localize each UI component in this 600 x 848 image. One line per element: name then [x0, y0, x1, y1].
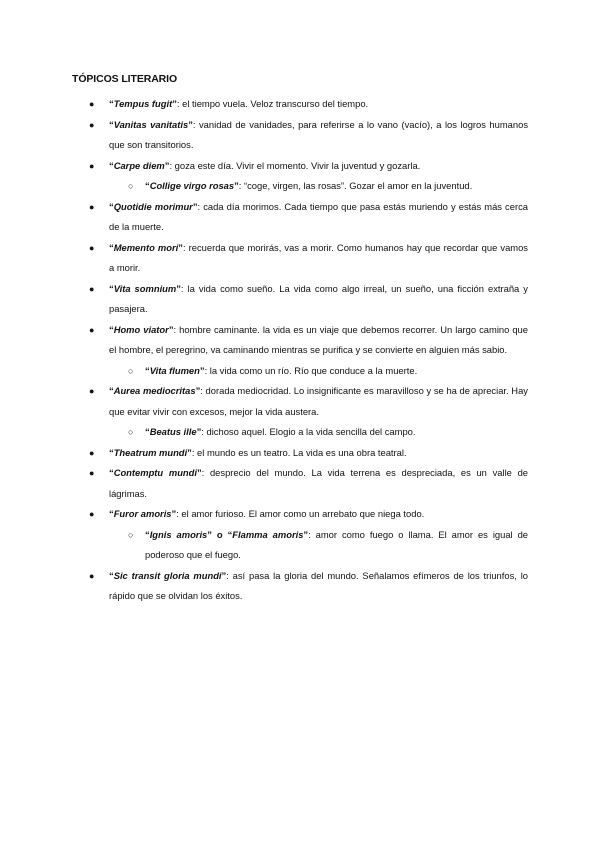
sub-list-item: ○ “Ignis amoris” o “Flamma amoris”: amor como fuego o llama. El amor es igual de poderoso que el fuego.	[0, 525, 600, 566]
list-item: ● “Vanitas vanitatis”: vanidad de vanidades, para referirse a lo vano (vacío), a los logros humanos que son transitorios.	[0, 115, 600, 156]
list-item: ● “Homo viator”: hombre caminante. la vida es un viaje que debemos recorrer. Un largo camino que el hombre, el peregrino, va caminando mientras se purifica y se convierte en alguien más sabio.	[0, 320, 600, 361]
topic-text: : dichoso aquel. Elogio a la vida sencilla del campo.	[201, 426, 416, 437]
topic-text: : el tiempo vuela. Veloz transcurso del tiempo.	[176, 98, 369, 109]
topic-term: Vanitas vanitatis	[113, 118, 189, 130]
list-item: ● “Vita somnium”: la vida como sueño. La vida como algo irreal, un sueño, una ficción extraña y pasajera.	[0, 279, 600, 320]
sub-bullet-icon: ○	[128, 181, 134, 191]
list-item: ● “Carpe diem”: goza este día. Vivir el momento. Vivir la juventud y gozarla.	[0, 156, 600, 177]
bullet-icon: ●	[89, 201, 95, 212]
bullet-icon: ●	[89, 386, 95, 396]
topic-term: Memento mori	[113, 241, 179, 253]
bullet-icon: ●	[89, 570, 95, 581]
topic-text: : hombre caminante. la vida es un viaje que debemos recorrer. Un largo camino que el hombre, el peregrino, va caminando mientras se purifica y se convierte en alguien más sabio.	[109, 323, 528, 355]
bullet-icon: ●	[89, 119, 95, 130]
topic-text: : el amor furioso. El amor como un arrebato que niega todo.	[176, 508, 425, 519]
topic-text: : vanidad de vanidades, para referirse a lo vano (vacío), a los logros humanos que son transitorios.	[109, 118, 529, 150]
bullet-icon: ●	[89, 160, 95, 171]
topic-text: : goza este día. Vivir el momento. Vivir la juventud y gozarla.	[169, 159, 421, 171]
bullet-icon: ●	[89, 324, 95, 335]
topic-text: : dorada mediocridad. Lo insignificante es maravilloso y se ha de apreciar. Hay que evitar vivir con excesos, mejor la vida austera.	[109, 385, 528, 417]
topic-text: : así pasa la gloria del mundo. Señalamos efímeros de los triunfos, lo rápido que se olvidan los éxitos.	[109, 569, 528, 601]
topic-term: Sic transit gloria mundi	[113, 569, 222, 581]
topic-term: Quotidie morimur	[113, 200, 193, 212]
list-item: ● “Quotidie morimur”: cada día morimos. Cada tiempo que pasa estás muriendo y estás más cerca de la muerte.	[0, 197, 600, 238]
topic-term: Tempus fugit	[113, 98, 173, 109]
sub-bullet-icon: ○	[128, 529, 134, 540]
list-item: ● “Contemptu mundi”: desprecio del mundo. La vida terrena es despreciada, es un valle de lágrimas.	[0, 463, 600, 504]
bullet-icon: ●	[89, 283, 95, 294]
list-item: ● “Furor amoris”: el amor furioso. El amor como un arrebato que niega todo.	[0, 504, 600, 525]
bullet-icon: ●	[89, 447, 95, 458]
topic-term: Contemptu mundi	[113, 467, 197, 478]
topic-term: Homo viator	[113, 323, 169, 335]
sub-list-item: ○ “Collige virgo rosas”: “coge, virgen, las rosas”. Gozar el amor en la juventud.	[0, 176, 600, 197]
topic-text: : el mundo es un teatro. La vida es una obra teatral.	[191, 446, 407, 458]
topic-term: Beatus ille	[149, 426, 197, 437]
topic-term: Ignis amoris	[149, 528, 208, 540]
topic-term: Vita flumen	[149, 364, 200, 376]
topic-term: Theatrum mundi	[113, 446, 188, 458]
list-item: ● “Theatrum mundi”: el mundo es un teatro. La vida es una obra teatral.	[0, 443, 600, 464]
bullet-icon: ●	[89, 468, 95, 478]
sub-bullet-icon: ○	[128, 365, 134, 376]
topic-text: : desprecio del mundo. La vida terrena es despreciada, es un valle de lágrimas.	[109, 467, 528, 499]
topic-term: Aurea mediocritas	[113, 385, 196, 396]
sub-list-item: ○ “Beatus ille”: dichoso aquel. Elogio a la vida sencilla del campo.	[0, 422, 600, 443]
list-item: ● “Sic transit gloria mundi”: así pasa la gloria del mundo. Señalamos efímeros de los triunfos, lo rápido que se olvidan los éxitos.	[0, 566, 600, 607]
document-title: TÓPICOS LITERARIO	[72, 73, 178, 85]
list-item: ● “Tempus fugit”: el tiempo vuela. Veloz transcurso del tiempo.	[0, 94, 600, 115]
sub-list-item: ○ “Vita flumen”: la vida como un río. Río que conduce a la muerte.	[0, 361, 600, 382]
topic-term: Furor amoris	[113, 508, 172, 519]
list-item: ● “Memento mori”: recuerda que morirás, vas a morir. Como humanos hay que recordar que vamos a morir.	[0, 238, 600, 279]
topic-term: Collige virgo rosas	[149, 180, 235, 191]
sub-bullet-icon: ○	[128, 427, 134, 437]
topic-text: : la vida como un río. Río que conduce a la muerte.	[204, 364, 418, 376]
bullet-icon: ●	[89, 509, 95, 519]
list-item: ● “Aurea mediocritas”: dorada mediocridad. Lo insignificante es maravilloso y se ha de apreciar. Hay que evitar vivir con excesos, mejor la vida austera.	[0, 381, 600, 422]
topic-connector: o	[211, 528, 228, 540]
topic-text: : recuerda que morirás, vas a morir. Como humanos hay que recordar que vamos a morir.	[109, 241, 528, 273]
bullet-icon: ●	[89, 242, 95, 253]
topic-term: Vita somnium	[113, 282, 177, 294]
topic-term: Carpe diem	[113, 159, 165, 171]
topic-text: : cada día morimos. Cada tiempo que pasa estás muriendo y estás más cerca de la muerte.	[109, 200, 528, 232]
bullet-icon: ●	[89, 99, 95, 109]
topics-list	[0, 94, 600, 607]
topic-term-secondary: Flamma amoris	[232, 528, 304, 540]
topic-text: : “coge, virgen, las rosas”. Gozar el amor en la juventud.	[238, 180, 473, 191]
topic-text: : amor como fuego o llama. El amor es igual de poderoso que el fuego.	[145, 528, 529, 560]
topic-text: : la vida como sueño. La vida como algo irreal, un sueño, una ficción extraña y pasajera.	[109, 282, 528, 314]
